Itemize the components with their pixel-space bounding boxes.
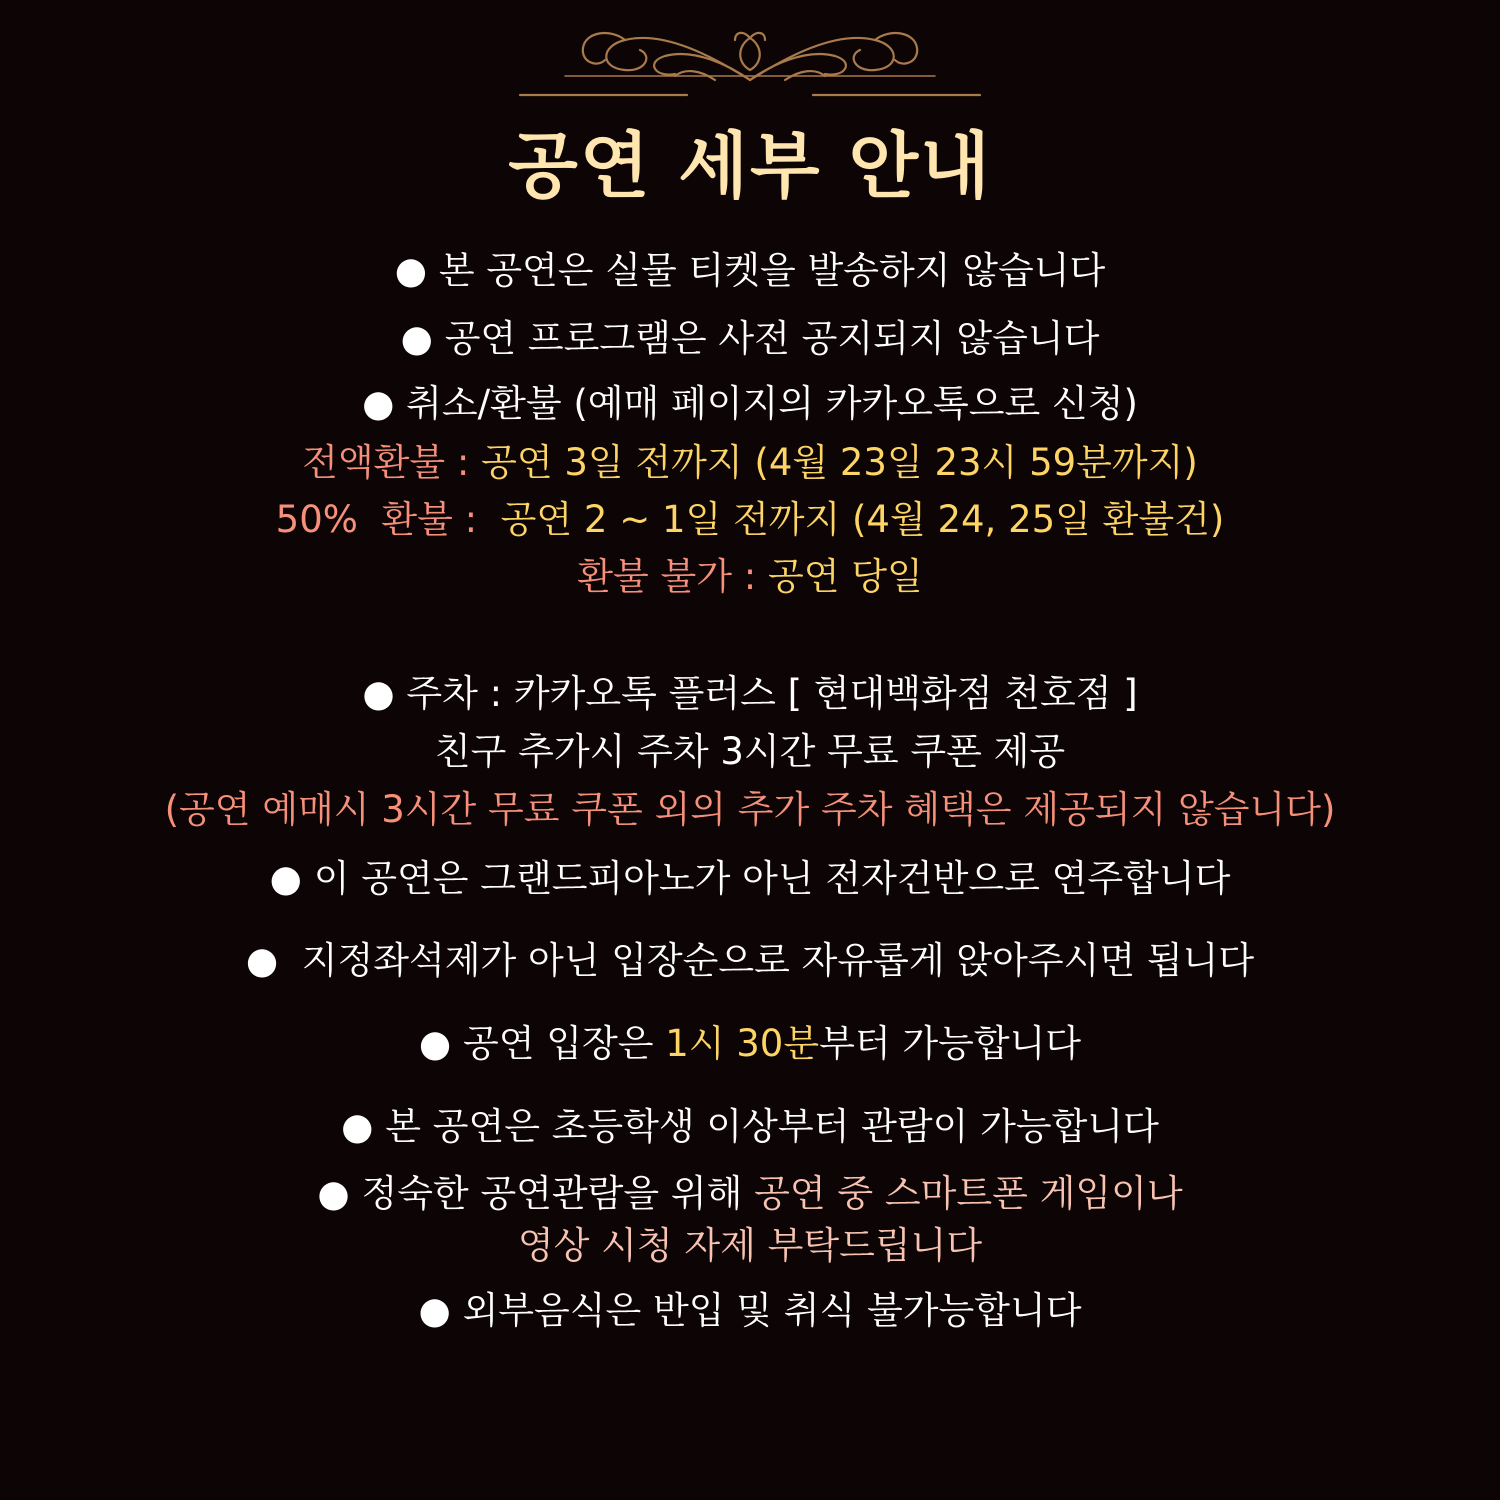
ornament-flourish-icon xyxy=(515,18,985,103)
notice-refund-header xyxy=(0,378,1500,430)
bullet-icon: ● xyxy=(418,1289,451,1332)
notice-food xyxy=(0,1285,1500,1337)
bullet-icon: ● xyxy=(362,382,395,425)
notice-parking-note xyxy=(0,784,1500,836)
refund-full xyxy=(0,437,1500,489)
refund-label: 50% 환불 : xyxy=(275,498,501,541)
notice-age xyxy=(0,1101,1500,1153)
notice-text: 이 공연은 그랜드피아노가 아닌 전자건반으로 연주합니다 xyxy=(313,857,1231,900)
notice-text: 부터 가능합니다 xyxy=(819,1022,1082,1065)
entry-time: 1시 30분 xyxy=(665,1022,820,1065)
notice-etiquette-cont xyxy=(0,1220,1500,1272)
notice-text: 본 공연은 실물 티켓을 발송하지 않습니다 xyxy=(438,249,1106,292)
notice-seating xyxy=(0,935,1500,987)
notice-piano xyxy=(0,853,1500,905)
notice-etiquette xyxy=(0,1168,1500,1220)
notice-text: 외부음식은 반입 및 취식 불가능합니다 xyxy=(462,1289,1082,1332)
bullet-icon: ● xyxy=(341,1105,374,1148)
bullet-icon: ● xyxy=(362,672,395,715)
page-title: 공연 세부 안내 xyxy=(508,124,992,208)
refund-detail: 공연 당일 xyxy=(767,555,923,598)
notice-text: (공연 예매시 3시간 무료 쿠폰 외의 추가 주차 혜택은 제공되지 않습니다) xyxy=(164,788,1336,831)
bullet-icon: ● xyxy=(245,939,279,982)
refund-detail: 공연 2 ~ 1일 전까지 (4월 24, 25일 환불건) xyxy=(500,498,1225,541)
bullet-icon: ● xyxy=(394,249,428,292)
bullet-icon: ● xyxy=(269,857,302,900)
notice-text: 친구 추가시 주차 3시간 무료 쿠폰 제공 xyxy=(434,730,1066,773)
notice-no-program xyxy=(0,313,1500,365)
notice-text: 정숙한 공연관람을 위해 xyxy=(361,1172,755,1215)
notice-text: 본 공연은 초등학생 이상부터 관람이 가능합니다 xyxy=(385,1105,1159,1148)
etiquette-highlight: 공연 중 스마트폰 게임이나 xyxy=(754,1172,1183,1215)
refund-detail: 공연 3일 전까지 (4월 23일 23시 59분까지) xyxy=(481,441,1198,484)
refund-label: 전액환불 : xyxy=(302,441,482,484)
bullet-icon: ● xyxy=(418,1022,452,1065)
refund-half xyxy=(0,494,1500,546)
bullet-icon: ● xyxy=(400,317,433,360)
notice-parking-coupon xyxy=(0,726,1500,778)
notice-entry xyxy=(0,1018,1500,1070)
notice-parking xyxy=(0,668,1500,720)
notice-text: 지정좌석제가 아닌 입장순으로 자유롭게 앉아주시면 됩니다 xyxy=(301,939,1255,982)
notice-text: 주차 : 카카오톡 플러스 [ 현대백화점 천호점 ] xyxy=(406,672,1138,715)
refund-label: 환불 불가 : xyxy=(577,555,768,598)
etiquette-highlight: 영상 시청 자제 부탁드립니다 xyxy=(517,1224,983,1267)
notice-no-ticket xyxy=(0,245,1500,297)
refund-none xyxy=(0,551,1500,603)
bullet-icon: ● xyxy=(317,1172,350,1215)
notice-text: 공연 프로그램은 사전 공지되지 않습니다 xyxy=(444,317,1100,360)
notice-text: 공연 입장은 xyxy=(462,1022,666,1065)
notice-text: 취소/환불 (예매 페이지의 카카오톡으로 신청) xyxy=(406,382,1138,425)
